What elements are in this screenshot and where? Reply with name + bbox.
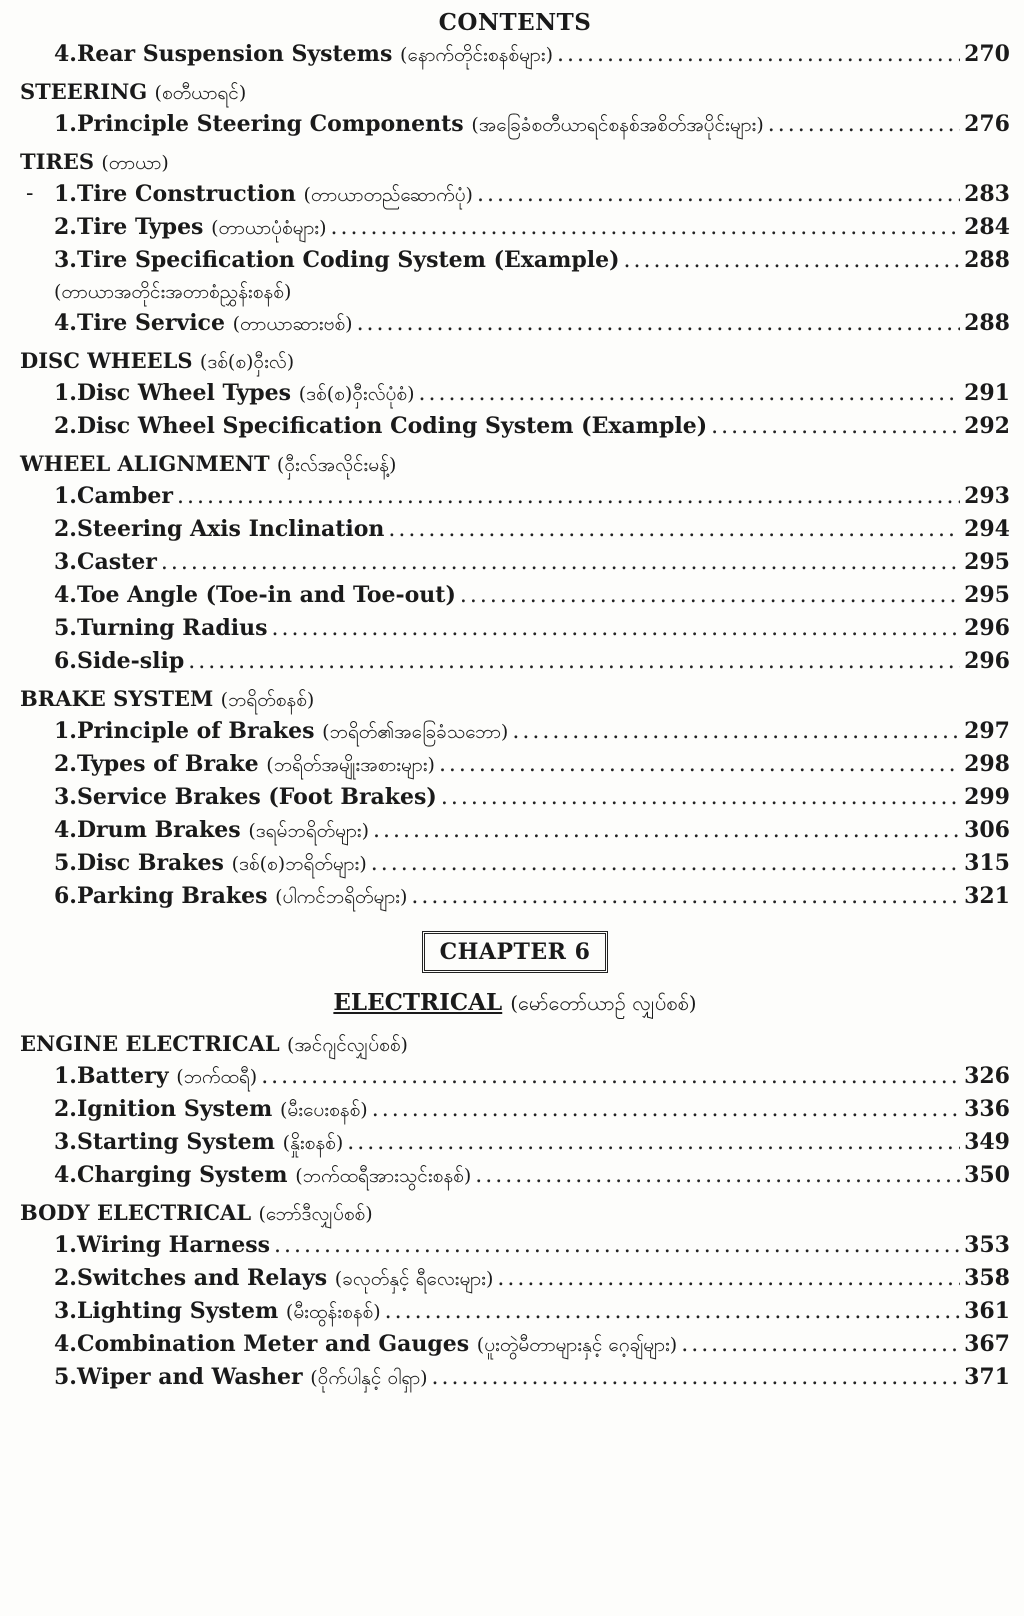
- toc-entry[interactable]: [20, 814, 1010, 847]
- page-title: CONTENTS: [438, 9, 592, 36]
- entry-subtitle: (ပါကင်ဘရိတ်များ): [275, 886, 408, 908]
- toc-entry[interactable]: [20, 847, 1010, 880]
- bullet-dash: -: [26, 181, 34, 206]
- page-number: 276: [964, 111, 1010, 137]
- dot-leader: [557, 39, 960, 71]
- toc-entry[interactable]: [20, 1262, 1010, 1295]
- toc-entry[interactable]: [20, 410, 1010, 443]
- entry-label: 2.Steering Axis Inclination: [54, 516, 385, 542]
- entry-label: 2.Tire Types: [54, 214, 204, 240]
- page-number: 326: [964, 1063, 1010, 1089]
- entry-title: [54, 645, 184, 677]
- entry-subtitle: (တာယာဆားဗစ်): [232, 313, 353, 335]
- toc-entry[interactable]: [20, 1093, 1010, 1126]
- page-number: 336: [964, 1096, 1010, 1122]
- entry-label: 3.Caster: [54, 549, 157, 575]
- entry-subtitle: (ဝိုက်ပါနှင့် ဝါရှာ): [310, 1367, 428, 1389]
- chapter-subtitle: (မော်တော်ယာဉ် လျှပ်စစ်): [510, 991, 697, 1015]
- toc-entry[interactable]: [20, 645, 1010, 678]
- entry-label: 3.Tire Specification Coding System (Example): [54, 247, 620, 273]
- dot-leader: [371, 848, 960, 880]
- entry-label: 1.Battery: [54, 1063, 169, 1089]
- section-subtitle: (ဘော်ဒီလျှပ်စစ်): [258, 1203, 373, 1225]
- page-number: 353: [964, 1232, 1010, 1258]
- page-number: 306: [964, 817, 1010, 843]
- entry-title: [54, 178, 473, 211]
- entry-title: [54, 612, 267, 644]
- page-number: 315: [964, 850, 1010, 876]
- page-number: 288: [964, 247, 1010, 273]
- entry-label: 1.Tire Construction: [54, 181, 296, 207]
- dot-leader: [388, 514, 960, 546]
- entry-label: 6.Parking Brakes: [54, 883, 268, 909]
- page-number: 294: [964, 516, 1010, 542]
- toc-entry[interactable]: [20, 1295, 1010, 1328]
- dot-leader: [681, 1329, 960, 1361]
- section-heading: [20, 77, 1010, 108]
- entry-label: 4.Charging System: [54, 1162, 288, 1188]
- dot-leader: [411, 881, 960, 913]
- toc-entry[interactable]: [20, 748, 1010, 781]
- entry-title: [54, 1126, 343, 1159]
- toc-entry[interactable]: [20, 1159, 1010, 1192]
- entry-subtitle: (ဘရိတ်၏အခြေခံသဘော): [322, 721, 509, 743]
- entry-label: 2.Disc Wheel Specification Coding System (Example): [54, 413, 708, 439]
- section-title: STEERING: [20, 79, 148, 104]
- entry-subtitle: (ဒရမ်ဘရိတ်များ): [248, 820, 370, 842]
- entry-label: 5.Disc Brakes: [54, 850, 224, 876]
- page-number: 284: [964, 214, 1010, 240]
- entry-label: 1.Camber: [54, 483, 173, 509]
- section-title: WHEEL ALIGNMENT: [20, 451, 270, 476]
- page-number: 293: [964, 483, 1010, 509]
- toc-entry[interactable]: [20, 1229, 1010, 1262]
- entry-subtitle: (ဒစ်(စ)ဘရိတ်များ): [231, 853, 367, 875]
- dot-leader: [497, 1263, 960, 1295]
- entry-title: [54, 410, 707, 442]
- entry-label: 2.Switches and Relays: [54, 1265, 328, 1291]
- dot-leader: [460, 580, 960, 612]
- entry-title: [54, 1159, 471, 1192]
- entry-title: [54, 1361, 428, 1394]
- page-number: 297: [964, 718, 1010, 744]
- entry-subtitle: (နောက်တိုင်းစနစ်များ): [400, 44, 553, 66]
- toc-entry[interactable]: [20, 513, 1010, 546]
- toc-entry[interactable]: [20, 480, 1010, 513]
- section-subtitle: (အင်ဂျင်လျှပ်စစ်): [286, 1034, 408, 1056]
- section-heading: [20, 449, 1010, 480]
- entry-label: 5.Wiper and Washer: [54, 1364, 303, 1390]
- entry-title: [54, 211, 327, 244]
- entry-label: 2.Ignition System: [54, 1096, 273, 1122]
- toc-entry[interactable]: [20, 781, 1010, 814]
- section-subtitle: (စတီယာရင်): [154, 82, 247, 104]
- page-number: 292: [964, 413, 1010, 439]
- dot-leader: [439, 749, 960, 781]
- toc-entry[interactable]: [20, 546, 1010, 579]
- entry-title: [54, 1328, 677, 1361]
- dot-leader: [271, 613, 960, 645]
- section-subtitle: (တာယာ): [101, 152, 169, 174]
- section-title: BRAKE SYSTEM: [20, 686, 214, 711]
- entry-label: 3.Service Brakes (Foot Brakes): [54, 784, 437, 810]
- entry-label: 1.Principle Steering Components: [54, 111, 464, 137]
- entry-label: 4.Tire Service: [54, 310, 225, 336]
- toc-entry[interactable]: [20, 178, 1010, 211]
- page-number: 296: [964, 615, 1010, 641]
- dot-leader: [261, 1061, 960, 1093]
- entry-label: 1.Principle of Brakes: [54, 718, 315, 744]
- page-number: 299: [964, 784, 1010, 810]
- chapter-name: ELECTRICAL: [333, 989, 503, 1016]
- entry-title: [54, 814, 369, 847]
- entry-subtitle: (အခြေခံစတီယာရင်စနစ်အစိတ်အပိုင်းများ): [471, 114, 764, 136]
- entry-subtitle: (ဘရိတ်အမျိုးအစားများ): [266, 754, 435, 776]
- entry-subtitle: (မီးထွန်းစနစ်): [285, 1301, 381, 1323]
- entry-label: 3.Starting System: [54, 1129, 275, 1155]
- entry-title: [54, 1262, 493, 1295]
- dot-leader: [512, 716, 960, 748]
- page-number: 350: [964, 1162, 1010, 1188]
- entry-subtitle: (နှိုးစနစ်): [282, 1132, 344, 1154]
- section-title: DISC WHEELS: [20, 348, 193, 373]
- page-number: 371: [964, 1364, 1010, 1390]
- toc-entry[interactable]: [20, 38, 1010, 71]
- dot-leader: [768, 109, 960, 141]
- page-number: 291: [964, 380, 1010, 406]
- entry-title: [54, 1060, 257, 1093]
- toc-entry[interactable]: [20, 1060, 1010, 1093]
- entry-subtitle: (တာယာတည်ဆောက်ပုံ): [303, 184, 473, 206]
- toc-entry[interactable]: [20, 880, 1010, 913]
- section-heading: [20, 346, 1010, 377]
- toc-entry[interactable]: [20, 244, 1010, 277]
- entry-title: [54, 880, 407, 913]
- page-number: 283: [964, 181, 1010, 207]
- entry-continuation: (တာယာအတိုင်းအတာစံညွှန်းစနစ်): [54, 281, 292, 303]
- dot-leader: [331, 212, 961, 244]
- entry-title: [54, 377, 415, 410]
- contents-page: [20, 8, 1010, 1394]
- section-title: TIRES: [20, 149, 95, 174]
- entry-label: 4.Toe Angle (Toe-in and Toe-out): [54, 582, 456, 608]
- page-number: 270: [964, 41, 1010, 67]
- page-number: 367: [964, 1331, 1010, 1357]
- toc-entry[interactable]: [20, 108, 1010, 141]
- section-subtitle: (ဝှီးလ်အလိုင်းမန့်): [276, 454, 397, 476]
- entry-title: [54, 480, 173, 512]
- entry-label: 3.Lighting System: [54, 1298, 279, 1324]
- entry-label: 1.Disc Wheel Types: [54, 380, 292, 406]
- section-title: ENGINE ELECTRICAL: [20, 1031, 280, 1056]
- entry-title: [54, 579, 456, 611]
- entry-label: 5.Turning Radius: [54, 615, 268, 641]
- toc-entry[interactable]: [20, 307, 1010, 340]
- dot-leader: [477, 179, 960, 211]
- page-number: 298: [964, 751, 1010, 777]
- dot-leader: [357, 308, 961, 340]
- dot-leader: [188, 646, 960, 678]
- section-subtitle: (ဒစ်(စ)ဝှီးလ်): [199, 351, 295, 373]
- section-title: BODY ELECTRICAL: [20, 1200, 252, 1225]
- dot-leader: [624, 245, 961, 277]
- entry-label: 2.Types of Brake: [54, 751, 259, 777]
- entry-title: [54, 307, 353, 340]
- dot-leader: [432, 1362, 961, 1394]
- section-heading: [20, 1198, 1010, 1229]
- dot-leader: [711, 411, 960, 443]
- entry-title: [54, 1229, 270, 1261]
- entry-label: 4.Combination Meter and Gauges: [54, 1331, 470, 1357]
- page-number: 349: [964, 1129, 1010, 1155]
- page-number: 295: [964, 549, 1010, 575]
- entry-title: [54, 715, 508, 748]
- entry-title: [54, 781, 437, 813]
- chapter-title: [20, 983, 1010, 1023]
- dot-leader: [177, 481, 960, 513]
- entry-label: 1.Wiring Harness: [54, 1232, 271, 1258]
- entry-subtitle: (ဘက်ထရီ): [176, 1066, 258, 1088]
- dot-leader: [347, 1127, 960, 1159]
- entry-title: [54, 38, 553, 71]
- entry-subtitle: (တာယာပုံစံများ): [211, 217, 327, 239]
- entry-subtitle: (ပူးတွဲမီတာများနှင့် ဂေ့ချ်များ): [476, 1334, 678, 1356]
- dot-leader: [373, 815, 960, 847]
- toc-entry[interactable]: [20, 1361, 1010, 1394]
- entry-label: 6.Side-slip: [54, 648, 185, 674]
- dot-leader: [385, 1296, 960, 1328]
- entry-title: [54, 1093, 368, 1126]
- dot-leader: [441, 782, 960, 814]
- toc-entry[interactable]: [20, 1126, 1010, 1159]
- dot-leader: [161, 547, 960, 579]
- entry-title: [54, 847, 367, 880]
- page-number: 288: [964, 310, 1010, 336]
- section-heading: [20, 684, 1010, 715]
- entry-title: [54, 1295, 381, 1328]
- toc-entry[interactable]: [20, 612, 1010, 645]
- toc-entry[interactable]: [20, 579, 1010, 612]
- section-heading: [20, 147, 1010, 178]
- chapter-label: CHAPTER 6: [422, 931, 608, 973]
- entry-subtitle: (ဘက်ထရီအားသွင်းစနစ်): [295, 1165, 472, 1187]
- entry-subtitle: (ခလုတ်နှင့် ရီလေးများ): [334, 1268, 494, 1290]
- entry-title: [54, 244, 620, 276]
- page-number: 358: [964, 1265, 1010, 1291]
- entry-title: [54, 546, 157, 578]
- page-number: 295: [964, 582, 1010, 608]
- entry-title: [54, 748, 435, 781]
- section-subtitle: (ဘရိတ်စနစ်): [220, 689, 315, 711]
- toc-entry[interactable]: [20, 1328, 1010, 1361]
- toc-entry[interactable]: [20, 377, 1010, 410]
- entry-subtitle: (ဒစ်(စ)ဝှီးလ်ပုံစံ): [298, 383, 415, 405]
- page-number: 361: [964, 1298, 1010, 1324]
- entry-title: [54, 108, 764, 141]
- entry-label: 4.Drum Brakes: [54, 817, 241, 843]
- toc-entry[interactable]: [20, 715, 1010, 748]
- dot-leader: [274, 1230, 960, 1262]
- toc-entry[interactable]: [20, 211, 1010, 244]
- section-heading: [20, 1029, 1010, 1060]
- entry-label: 4.Rear Suspension Systems: [54, 41, 393, 67]
- dot-leader: [419, 378, 961, 410]
- page-number: 296: [964, 648, 1010, 674]
- page-number: 321: [964, 883, 1010, 909]
- dot-leader: [475, 1160, 960, 1192]
- entry-subtitle: (မီးပေးစနစ်): [280, 1099, 368, 1121]
- table-of-contents: [20, 38, 1010, 1394]
- entry-title: [54, 513, 384, 545]
- dot-leader: [372, 1094, 960, 1126]
